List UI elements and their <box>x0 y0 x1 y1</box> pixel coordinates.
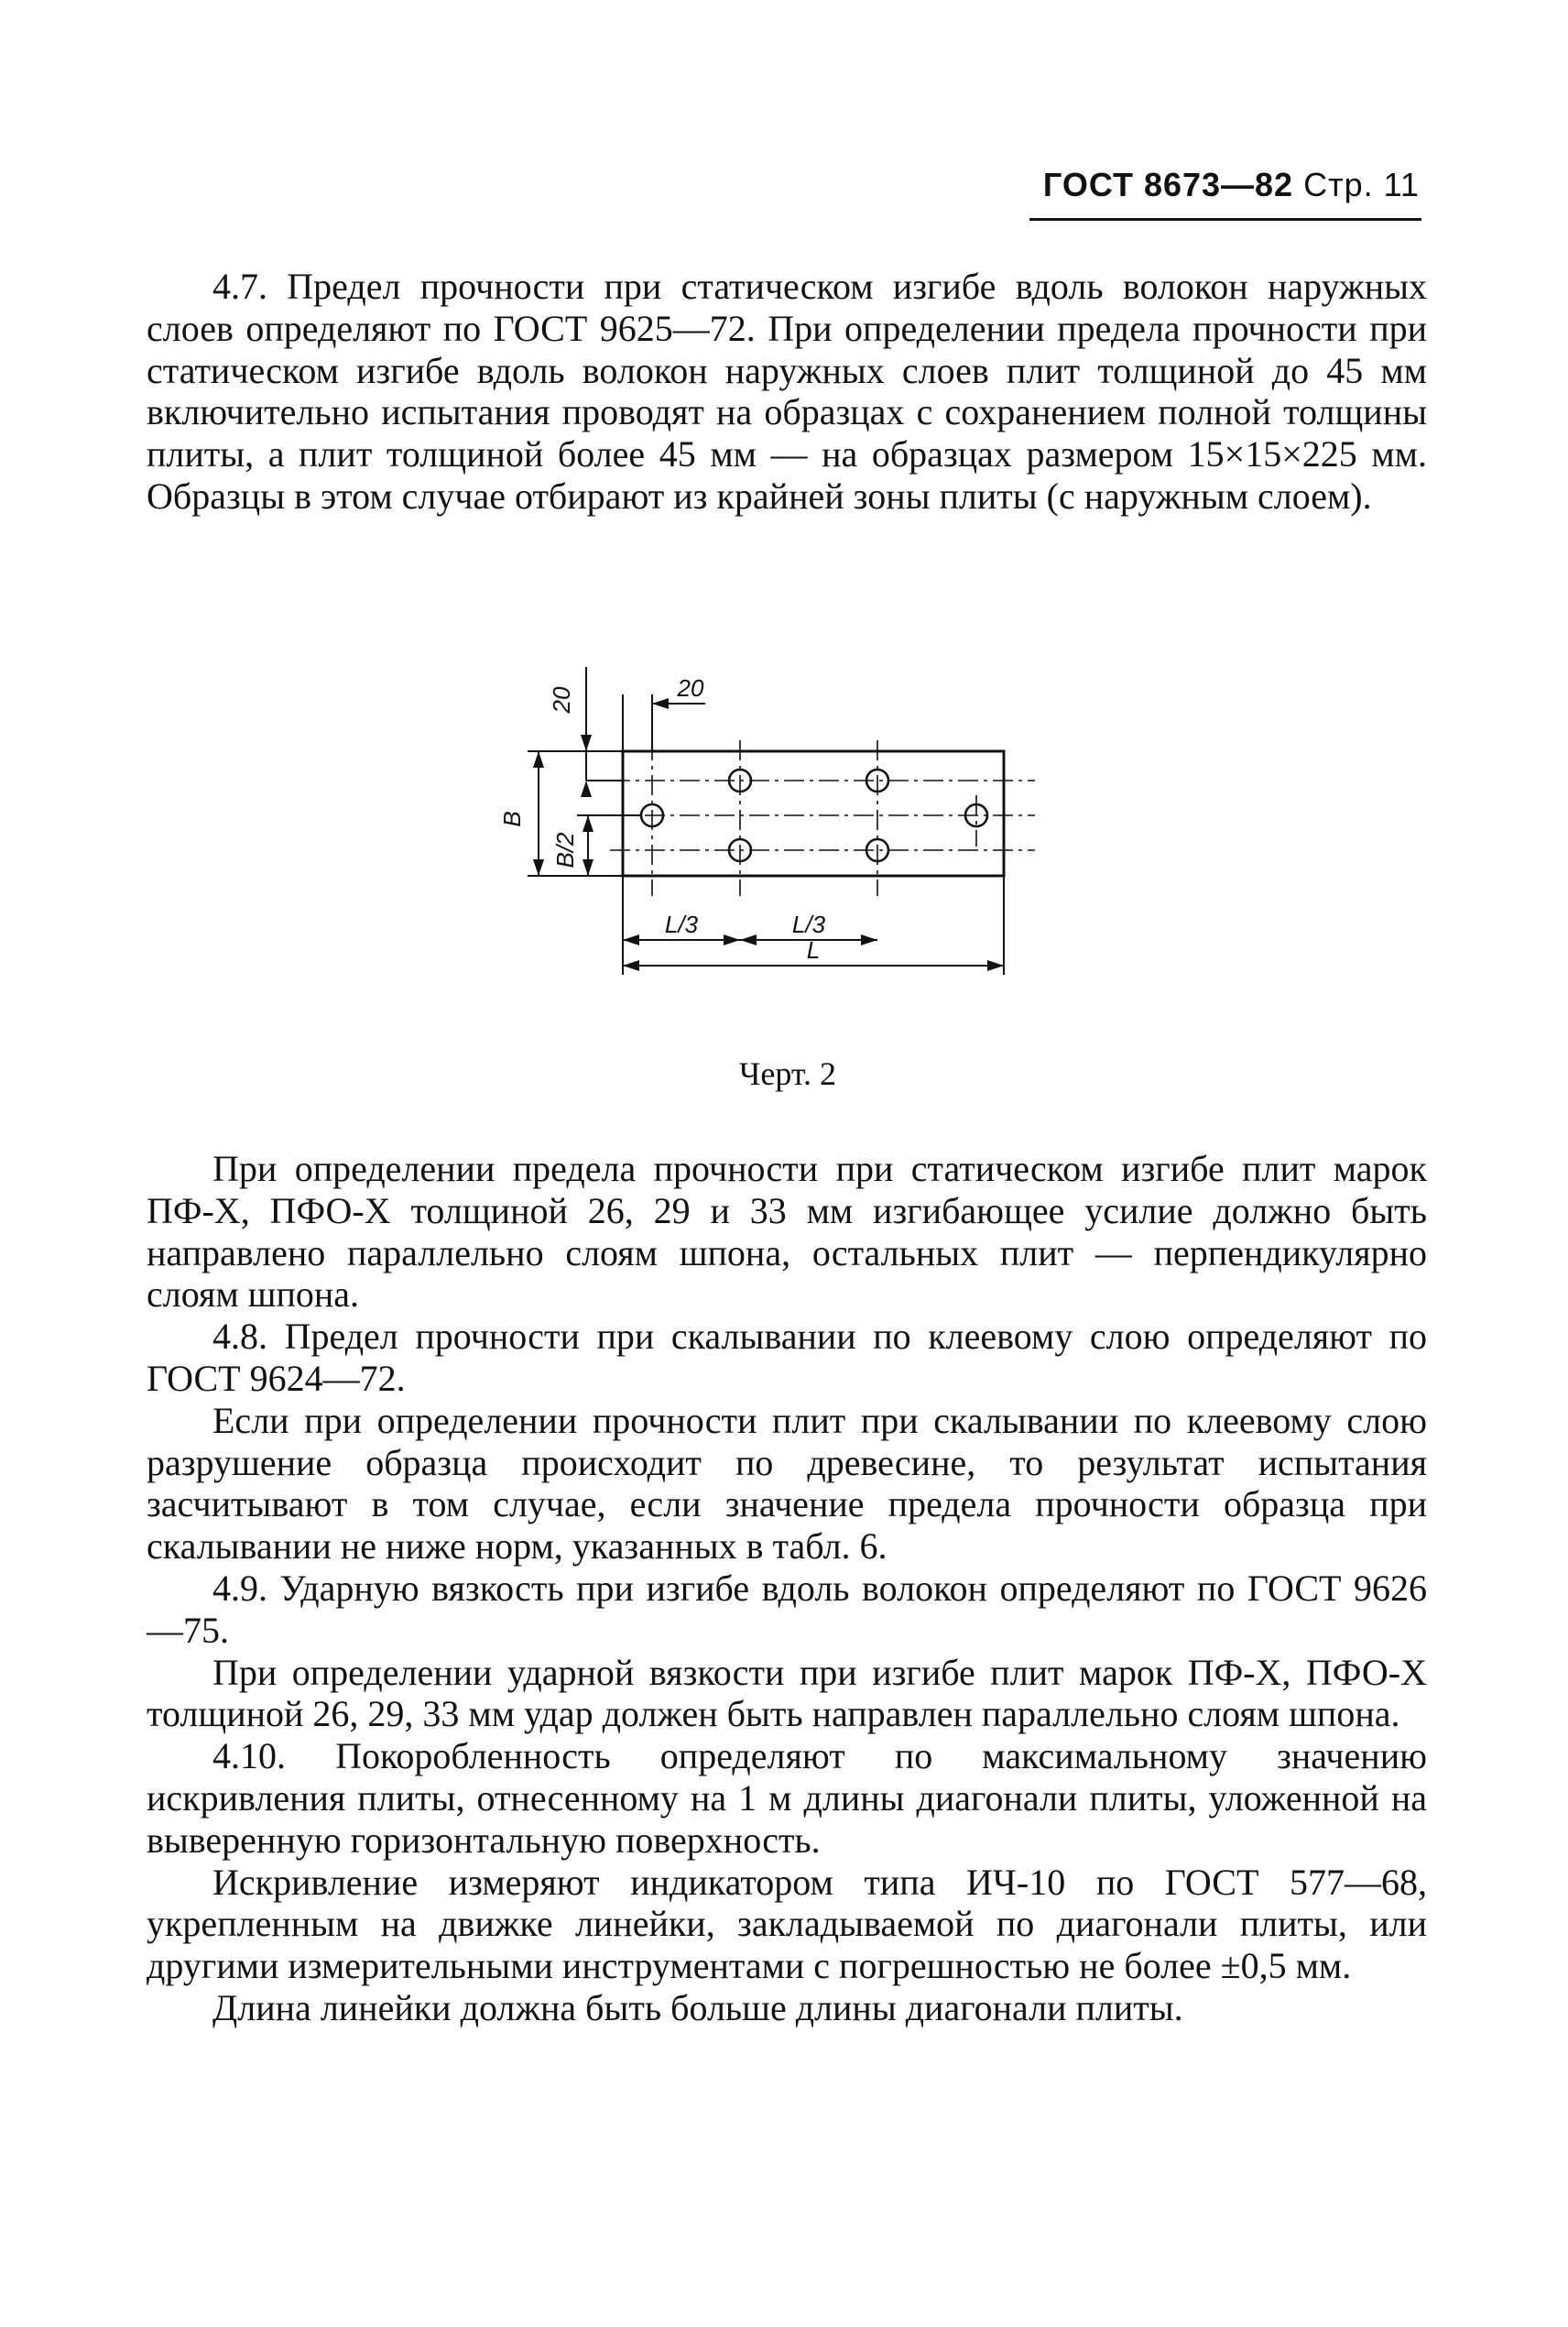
paragraph-4-10-ruler: Длина линейки должна быть больше длины диагонали плиты. <box>212 1986 1183 2028</box>
label-B-half: B/2 <box>551 832 579 869</box>
label-20-vertical: 20 <box>548 686 575 714</box>
label-L-third-2: L/3 <box>791 911 826 938</box>
standard-number: ГОСТ 8673—82 <box>1042 166 1294 203</box>
label-L: L <box>806 936 821 964</box>
label-20-horizontal: 20 <box>677 674 704 702</box>
figure-2 <box>495 667 1044 1006</box>
paragraph-4-10-continued: Искривление измеряют индикатором типа ИЧ-10 по ГОСТ 577—68, укрепленным на движке линейки, закладываемой по диагонали плиты, или другими измерительными инструментами с погрешностью не более ±0,5 мм. <box>147 1861 1427 1987</box>
section-4-7 <box>147 266 1427 518</box>
specimen-outline <box>623 751 1004 876</box>
paragraph-4-8: 4.8. Предел прочности при скалывании по клеевому слою определяют по ГОСТ 9624—72. <box>147 1316 1427 1399</box>
label-B: B <box>498 811 526 827</box>
header-rule <box>1029 218 1421 221</box>
drilling-scheme-drawing <box>495 667 1044 1006</box>
page-number: Стр. 11 <box>1303 166 1420 203</box>
body-text-continued <box>147 1148 1427 2029</box>
paragraph-4-7: 4.7. Предел прочности при статическом изгибе вдоль волокон наружных слоев определяют по ГОСТ 9625—72. При определении предела прочности при статическом изгибе вдоль волокон наружных слоев плит толщиной до 45 мм включительно испытания проводят на образцах с сохранением полной толщины плиты, а плит толщиной более 45 мм — на образцах размером 15×15×225 мм. Образцы в этом случае отбирают из крайней зоны плиты (с наружным слоем). <box>147 266 1427 517</box>
running-header <box>1017 167 1420 203</box>
paragraph-4-8-continued: Если при определении прочности плит при скалывании по клеевому слою разрушение образца происходит по древесине, то результат испытания засчитывают в том случае, если значение предела прочности образца при скалывании не ниже норм, указанных в табл. 6. <box>147 1399 1427 1568</box>
paragraph-4-7-continued: При определении предела прочности при статическом изгибе плит марок ПФ-Х, ПФО-Х толщиной 26, 29 и 33 мм изгибающее усилие должно быть направлено параллельно слоям шпона, остальных плит — перпендикулярно слоям шпона. <box>147 1148 1427 1316</box>
paragraph-4-9: 4.9. Ударную вязкость при изгибе вдоль волокон определяют по ГОСТ 9626—75. <box>147 1567 1427 1651</box>
label-L-third-1: L/3 <box>664 911 699 938</box>
figure-caption: Черт. 2 <box>739 1055 836 1092</box>
paragraph-4-9-continued: При определении ударной вязкости при изгибе плит марок ПФ-Х, ПФО-Х толщиной 26, 29, 33 мм удар должен быть направлен параллельно слоям шпона. <box>147 1651 1427 1735</box>
paragraph-4-10: 4.10. Покоробленность определяют по максимальному значению искривления плиты, отнесенному на 1 м длины диагонали плиты, уложенной на выверенную горизонтальную поверхность. <box>147 1735 1427 1861</box>
